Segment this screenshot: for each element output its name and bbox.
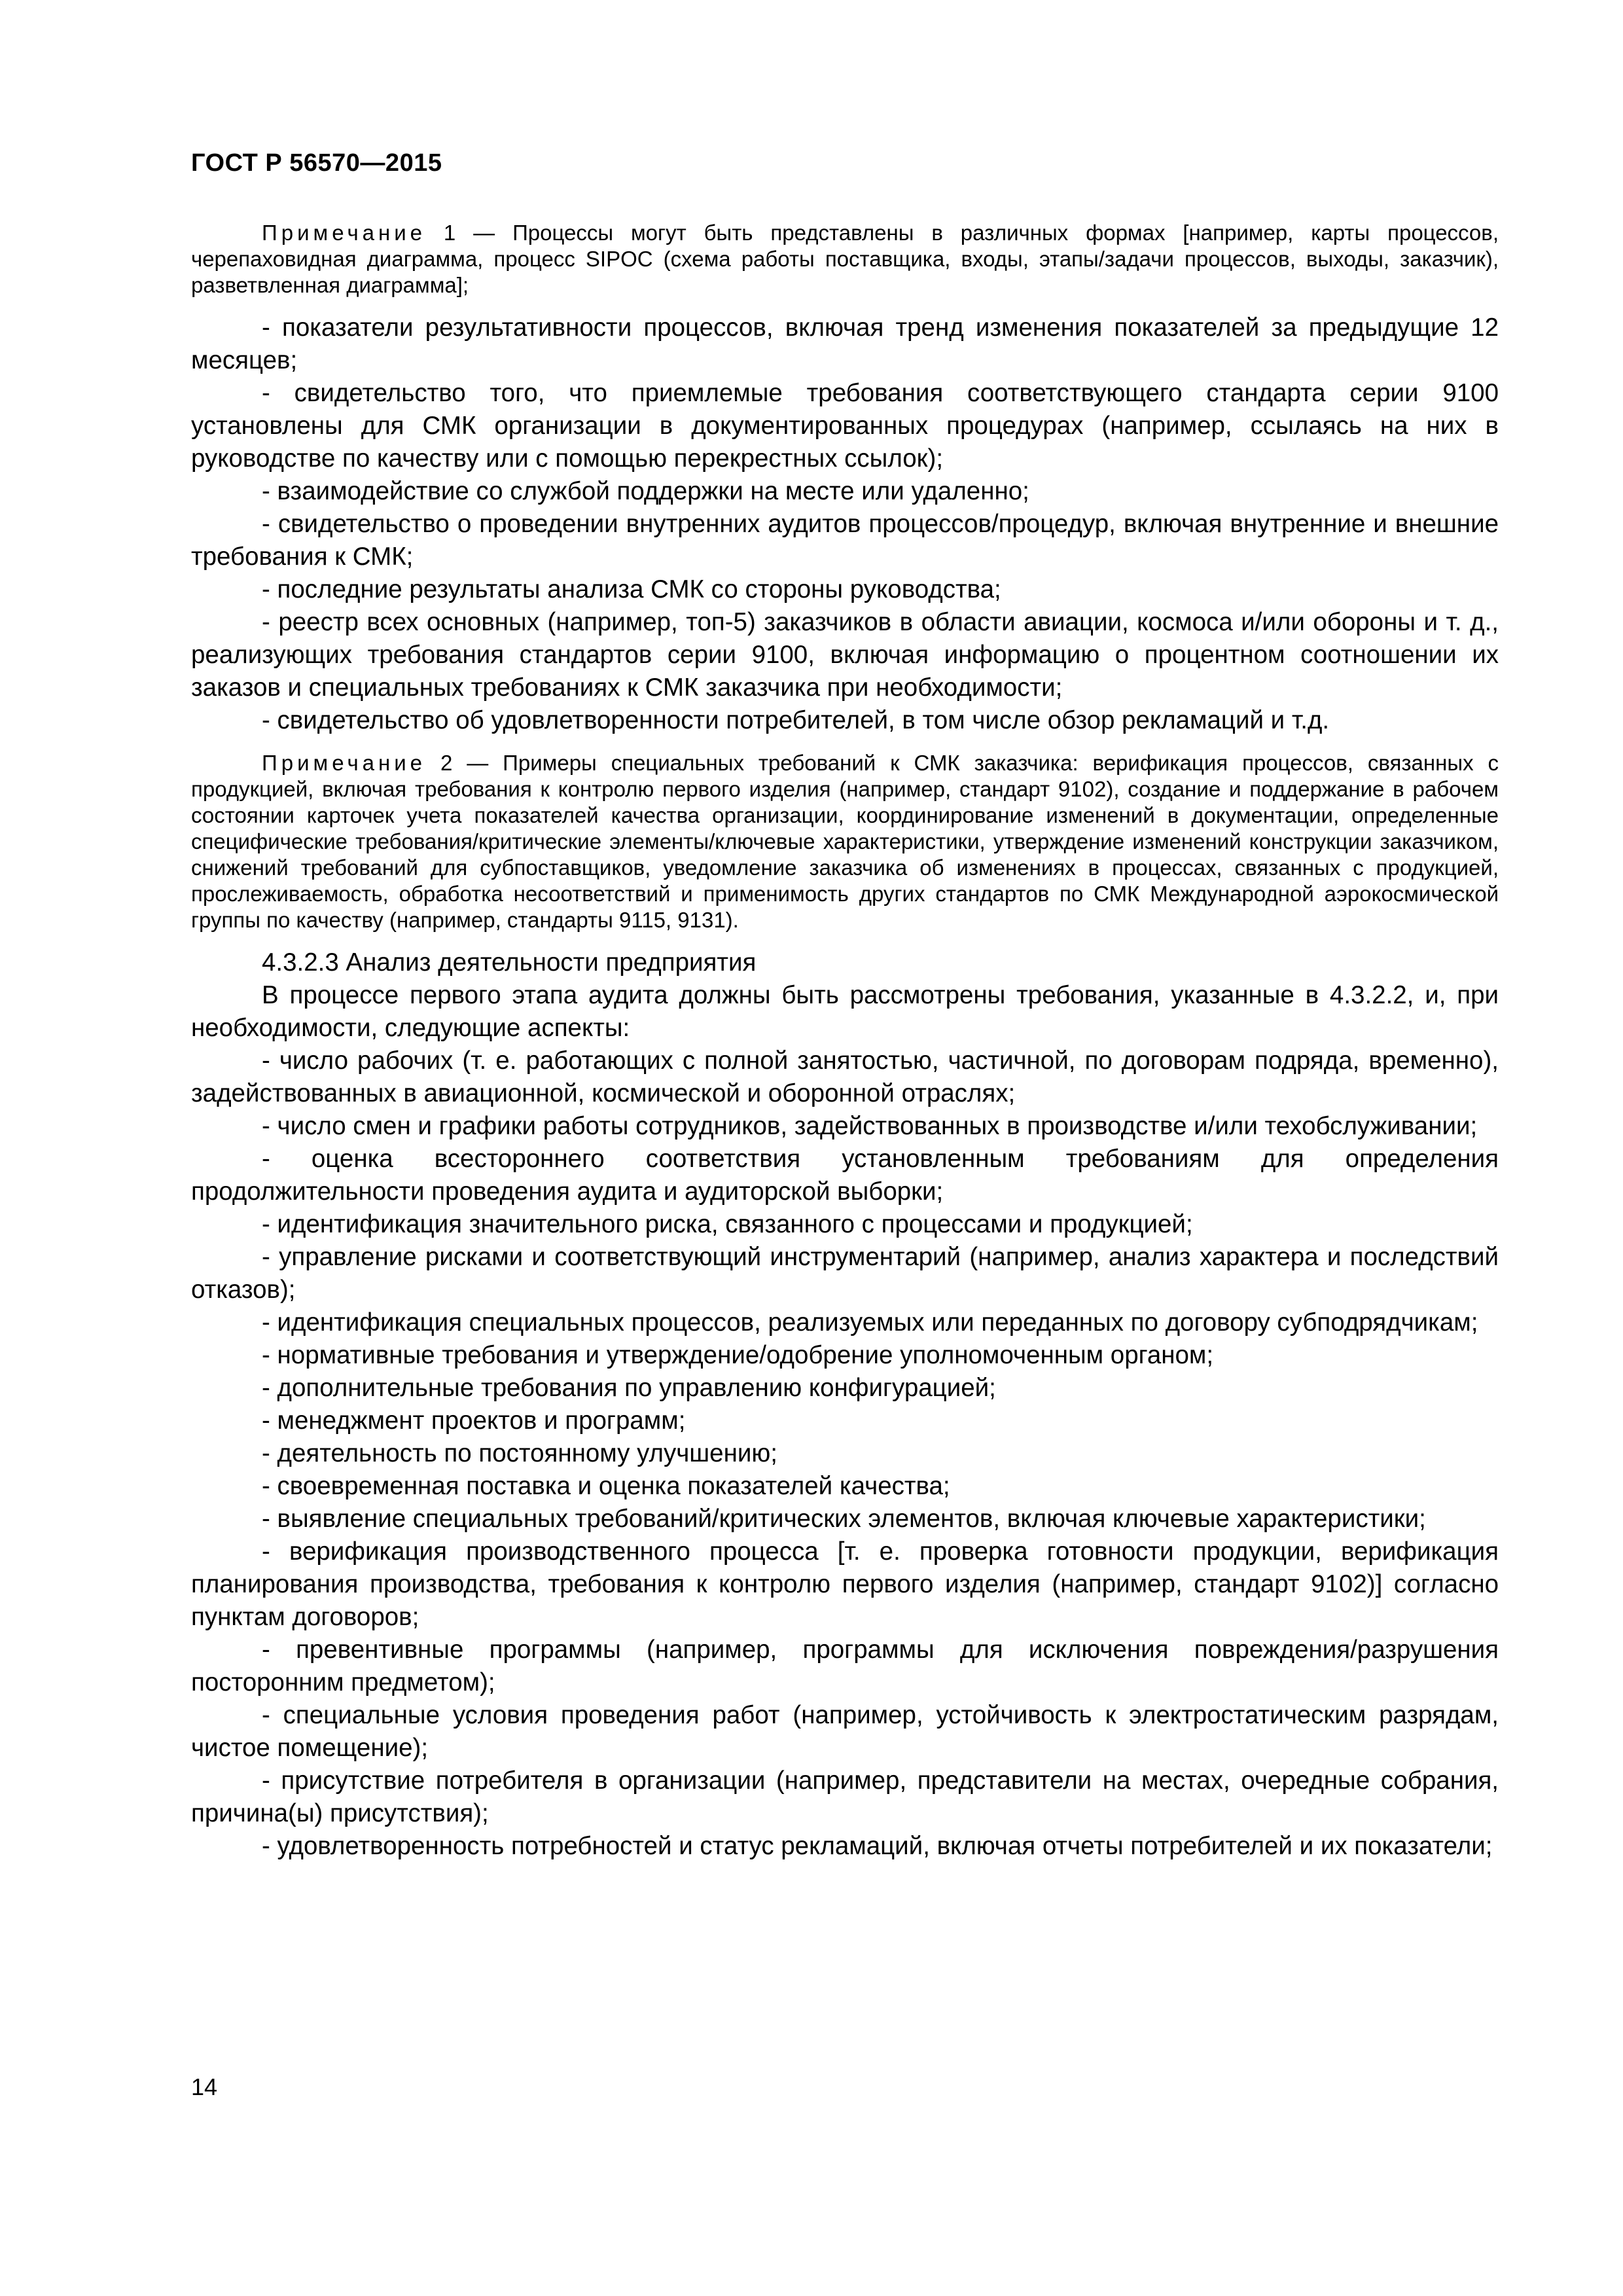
list-item: - число рабочих (т. е. работающих с полной занятостью, частичной, по договорам подряда, временно), задействованных в авиационной, космической и оборонной отраслях;	[191, 1047, 1499, 1107]
document-header: ГОСТ Р 56570—2015	[191, 149, 442, 177]
section-intro: В процессе первого этапа аудита должны быть рассмотрены требования, указанные в 4.3.2.2, и, при необходимости, следующие аспекты:	[191, 981, 1499, 1042]
note-2-number: 2 —	[426, 751, 503, 775]
list-item: - верификация производственного процесса [т. е. проверка готовности продукции, верификация планирования производства, требования к контролю первого изделия (например, стандарт 9102)] согласно пунктам договоров;	[191, 1537, 1499, 1631]
list-item: - удовлетворенность потребностей и статус рекламаций, включая отчеты потребителей и их показатели;	[262, 1832, 1493, 1860]
list-item: - идентификация специальных процессов, реализуемых или переданных по договору субподрядчикам;	[262, 1308, 1478, 1336]
list-item: - деятельность по постоянному улучшению;	[262, 1439, 777, 1467]
list-item: - дополнительные требования по управлению конфигурацией;	[262, 1374, 996, 1402]
list-item: - выявление специальных требований/критических элементов, включая ключевые характеристики;	[262, 1505, 1426, 1533]
list-item: - свидетельство того, что приемлемые требования соответствующего стандарта серии 9100 установлены для СМК организации в документированных процедурах (например, ссылаясь на них в руководстве по качеству или с помощью перекрестных ссылок);	[191, 379, 1499, 473]
list-item: - присутствие потребителя в организации (например, представители на местах, очередные собрания, причина(ы) присутствия);	[191, 1767, 1499, 1827]
list-item: - показатели результативности процессов, включая тренд изменения показателей за предыдущие 12 месяцев;	[191, 314, 1499, 374]
note-1	[191, 220, 1499, 298]
list-item: - своевременная поставка и оценка показателей качества;	[262, 1472, 950, 1500]
section-heading: 4.3.2.3 Анализ деятельности предприятия	[262, 948, 757, 977]
note-2-text: Примеры специальных требований к СМК заказчика: верификация процессов, связанных с продукцией, включая требования к контролю первого изделия (например, стандарт 9102), создание и поддержание в рабочем состоянии карточек учета показателей качества организации, координирование изменений в документации, определенные специфические требования/критические элементы/ключевые характеристики, утверждение изменений конструкции заказчиком, снижений требований для субпоставщиков, уведомление заказчика об изменениях в процессах, связанных с продукцией, прослеживаемость, обработка несоответствий и применимость других стандартов по СМК Международной аэрокосмической группы по качеству (например, стандарты 9115, 9131).	[191, 751, 1499, 932]
note-2-label: Примечание	[262, 751, 427, 775]
list-item: - взаимодействие со службой поддержки на месте или удаленно;	[262, 477, 1029, 505]
list-item: - оценка всестороннего соответствия установленным требованиям для определения продолжительности проведения аудита и аудиторской выборки;	[191, 1145, 1499, 1206]
list-item: - специальные условия проведения работ (например, устойчивость к электростатическим разрядам, чистое помещение);	[191, 1701, 1499, 1762]
page-number: 14	[191, 2073, 218, 2100]
list-item: - идентификация значительного риска, связанного с процессами и продукцией;	[262, 1210, 1193, 1238]
note-1-label: Примечание	[262, 221, 427, 245]
list-item: - свидетельство о проведении внутренних аудитов процессов/процедур, включая внутренние и внешние требования к СМК;	[191, 510, 1499, 571]
list-item: - нормативные требования и утверждение/одобрение уполномоченным органом;	[262, 1341, 1214, 1369]
list-item: - управление рисками и соответствующий инструментарий (например, анализ характера и последствий отказов);	[191, 1243, 1499, 1304]
list-item: - последние результаты анализа СМК со стороны руководства;	[262, 575, 1001, 603]
list-b	[191, 1045, 1499, 1863]
list-item: - число смен и графики работы сотрудников, задействованных в производстве и/или техобслуживании;	[262, 1112, 1478, 1140]
note-2	[191, 750, 1499, 933]
list-item: - реестр всех основных (например, топ-5) заказчиков в области авиации, космоса и/или обороны и т. д., реализующих требования стандартов серии 9100, включая информацию о процентном соотношении их заказов и специальных требованиях к СМК заказчика при необходимости;	[191, 608, 1499, 702]
list-a	[191, 312, 1499, 737]
list-item: - превентивные программы (например, программы для исключения повреждения/разрушения посторонним предметом);	[191, 1636, 1499, 1696]
note-1-number: 1 —	[426, 221, 513, 245]
list-item: - менеджмент проектов и программ;	[262, 1407, 686, 1435]
list-item: - свидетельство об удовлетворенности потребителей, в том числе обзор рекламаций и т.д.	[262, 706, 1330, 734]
note-1-text: Процессы могут быть представлены в различных формах [например, карты процессов, черепаховидная диаграмма, процесс SIPOC (схема работы поставщика, входы, этапы/задачи процессов, выходы, заказчик), разветвленная диаграмма];	[191, 221, 1499, 297]
page-content	[191, 220, 1499, 1863]
